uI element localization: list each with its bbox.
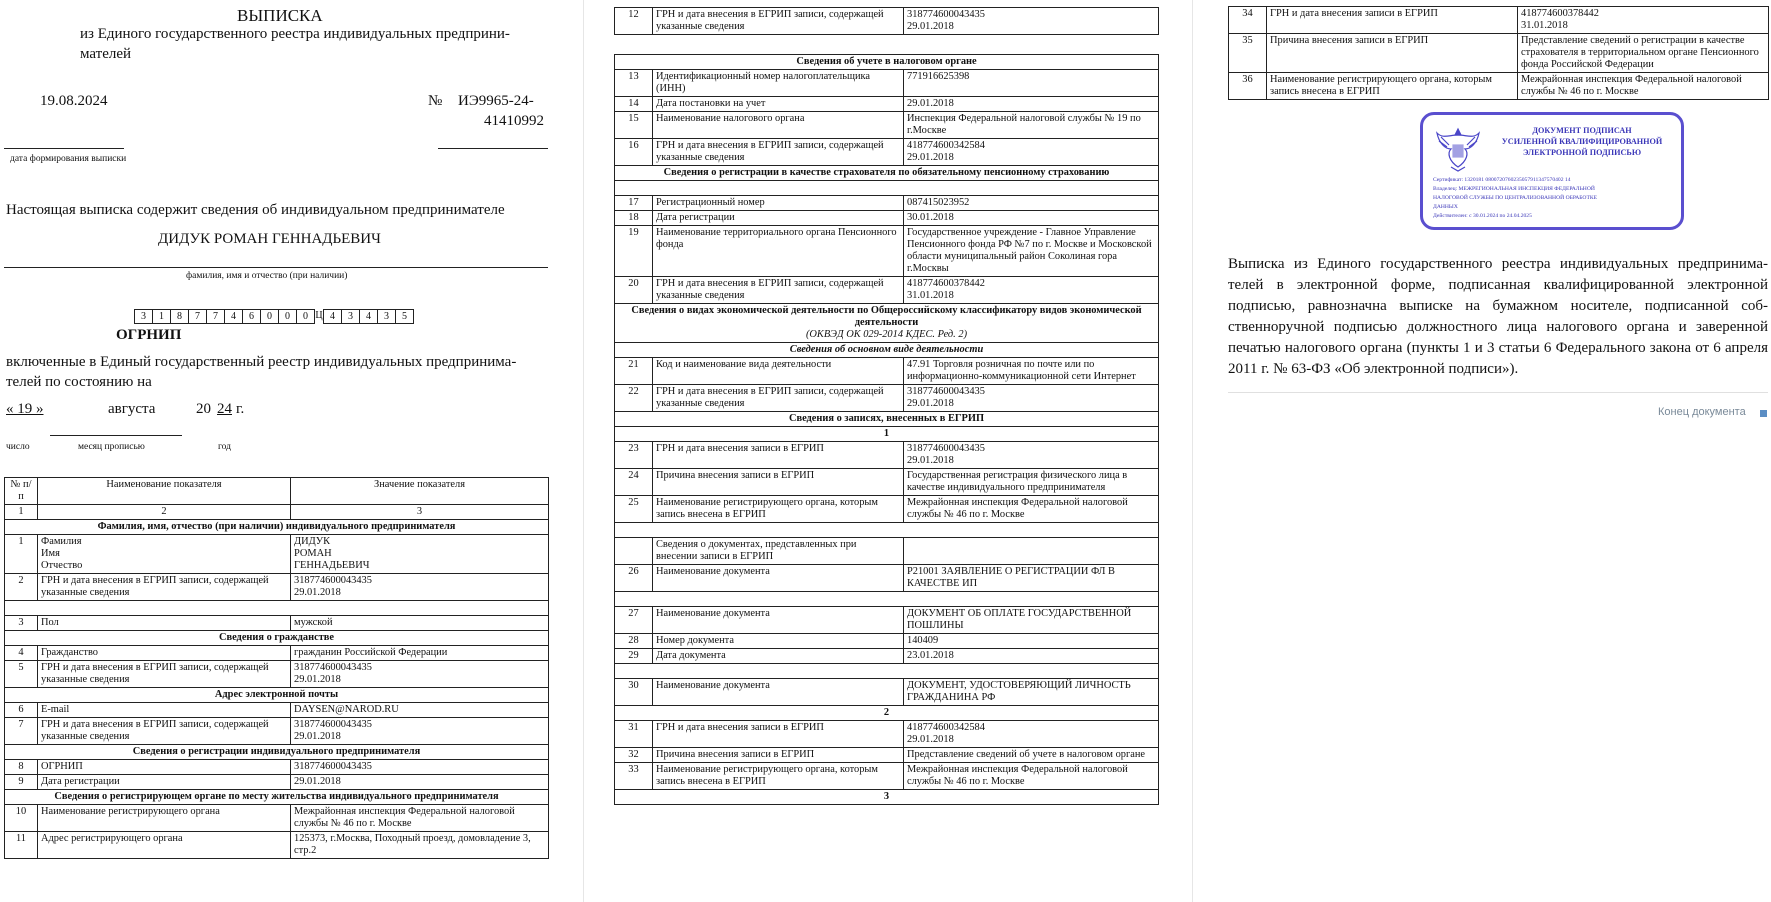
indicator-name: ГРН и дата внесения в ЕГРИП записи, содержащей указанные сведения [653,8,904,35]
document-number: ИЭ9965-24- [458,93,534,109]
indicator-name: Регистрационный номер [653,196,904,211]
row-number: 5 [5,661,38,688]
section-title: 2 [615,706,1159,721]
table-row [5,805,549,832]
section-row [615,166,1159,181]
ogrnip-digit: 3 [377,309,396,324]
table-row [615,496,1159,523]
end-marker-icon [1760,410,1767,417]
indicator-value: Инспекция Федеральной налоговой службы № 19 по г.Москве [904,112,1159,139]
indicator-value: 318774600043435 29.01.2018 [291,661,549,688]
included-text: телей по состоянию на [6,374,152,390]
indicator-value: Представление сведений об учете в налоговом органе [904,748,1159,763]
indicator-name: ОГРНИП [38,760,291,775]
indicator-value: 29.01.2018 [904,97,1159,112]
row-number: 4 [5,646,38,661]
column-header: Значение показателя [291,478,549,505]
indicator-name: Наименование территориального органа Пенсионного фонда [653,226,904,277]
stamp-heading: ДОКУМЕНТ ПОДПИСАН УСИЛЕННОЙ КВАЛИФИЦИРОВАННОЙ ЭЛЕКТРОННОЙ ПОДПИСЬЮ [1501,126,1663,157]
document-title: ВЫПИСКА [237,6,323,25]
row-number: 20 [615,277,653,304]
row-number: 36 [1229,73,1267,100]
row-number: 35 [1229,34,1267,73]
stamp-validity: Действителен: с 30.01.2024 по 24.04.2025 [1433,213,1532,219]
table-row [615,469,1159,496]
register-table-page2 [614,54,1159,805]
entrepreneur-name: ДИДУК РОМАН ГЕННАДЬЕВИЧ [158,231,381,247]
section-row [615,412,1159,427]
indicator-name: Адрес регистрирующего органа [38,832,291,859]
indicator-value: Межрайонная инспекция Федеральной налоговой службы № 46 по г. Москве [291,805,549,832]
date-year-g: г. [236,401,245,417]
section-row [5,631,549,646]
row-number: 25 [615,496,653,523]
indicator-value: Государственное учреждение - Главное Управление Пенсионного фонда РФ №7 по г. Москве и Московской области муниципальный район Соколиная гора г.Москвы [904,226,1159,277]
ogrnip-digit: 6 [242,309,261,324]
indicator-name: Наименование регистрирующего органа, которым запись внесена в ЕГРИП [653,763,904,790]
blank-row [615,523,1159,538]
indicator-name: Наименование регистрирующего органа, которым запись внесена в ЕГРИП [653,496,904,523]
section-title: Сведения о регистрации в качестве страхователя по обязательному пенсионному страхованию [615,166,1159,181]
table-header-row [5,478,549,505]
table-row [615,679,1159,706]
intro-text: Настоящая выписка содержит сведения об индивидуальном предпринимателе [6,202,505,218]
indicator-value: гражданин Российской Федерации [291,646,549,661]
indicator-value: 418774600378442 31.01.2018 [1518,7,1769,34]
date-day: « 19 » [6,401,44,417]
row-number: 27 [615,607,653,634]
indicator-name: E-mail [38,703,291,718]
row-number: 14 [615,97,653,112]
ogrnip-digit: 4 [224,309,243,324]
indicator-value: ДОКУМЕНТ, УДОСТОВЕРЯЮЩИЙ ЛИЧНОСТЬ ГРАЖДАНИНА РФ [904,679,1159,706]
number-rule [438,148,548,149]
row-number [615,538,653,565]
section-row [615,55,1159,70]
electronic-signature-stamp [1420,112,1684,230]
indicator-name: Наименование регистрирующего органа [38,805,291,832]
blank-cell [5,601,549,616]
blank-row [615,181,1159,196]
table-row [615,70,1159,97]
row-number: 10 [5,805,38,832]
indicator-name: Наименование документа [653,679,904,706]
row-number: 1 [5,535,38,574]
indicator-name: Фамилия Имя Отчество [38,535,291,574]
row-number: 9 [5,775,38,790]
table-row [1229,34,1769,73]
indicator-value: 318774600043435 29.01.2018 [291,718,549,745]
number-sign: № [428,93,443,109]
indicator-name: Причина внесения записи в ЕГРИП [1267,34,1518,73]
table-row [5,760,549,775]
blank-cell [615,181,1159,196]
section-row [5,520,549,535]
indicator-name: Дата постановки на учет [653,97,904,112]
indicator-value: 418774600342584 29.01.2018 [904,139,1159,166]
table-row [5,832,549,859]
section-title: Сведения об учете в налоговом органе [615,55,1159,70]
blank-row [615,592,1159,607]
closing-paragraph: Выписка из Единого государственного реестра индивидуальных предпринима-телей в электронной форме, подписанная квалифицированной электронной подписью, равнозначна выписке на бумажном носителе, подписанной соб-ственноручной подписью должностного лица налогового органа и заверенной печатью налогового органа (пункты 1 и 3 статьи 6 Федерального закона от 6 апреля 2011 г. № 63-ФЗ «Об электронной подписи»). [1228,256,1768,377]
end-rule [1228,392,1768,393]
document-subtitle: из Единого государственного реестра индивидуальных предприни- [80,26,510,42]
row-number: 30 [615,679,653,706]
caption-day: число [6,442,30,452]
indicator-value: 318774600043435 29.01.2018 [904,385,1159,412]
row-number: 8 [5,760,38,775]
indicator-value: мужской [291,616,549,631]
row-number: 16 [615,139,653,166]
indicator-name: Номер документа [653,634,904,649]
section-title [615,304,1159,343]
indicator-name: Наименование налогового органа [653,112,904,139]
ogrnip-digit: 7 [188,309,207,324]
indicator-value: 318774600043435 29.01.2018 [904,8,1159,35]
date-rule [4,148,124,149]
included-text: включенные в Единый государственный реестр индивидуальных предпринима- [6,354,517,370]
table-row [615,538,1159,565]
caption-month: месяц прописью [78,442,145,452]
caption-year: год [218,442,231,452]
section-row [5,790,549,805]
column-header: № п/п [5,478,38,505]
row-number: 19 [615,226,653,277]
indicator-value: Представление сведений о регистрации в качестве страхователя в территориальном органе Пенсионного фонда Российской Федерации [1518,34,1769,73]
table-row [615,211,1159,226]
date-year: 24 [217,401,232,417]
table-row [615,139,1159,166]
table-row [615,8,1159,35]
indicator-name: Дата регистрации [38,775,291,790]
month-rule [50,435,182,436]
ogrnip-label: ОГРНИП [116,327,182,343]
row-number: 15 [615,112,653,139]
indicator-value: 318774600043435 29.01.2018 [904,442,1159,469]
indicator-name: ГРН и дата внесения в ЕГРИП записи, содержащей указанные сведения [38,574,291,601]
table-row [615,226,1159,277]
indicator-name: Причина внесения записи в ЕГРИП [653,469,904,496]
indicator-name: Наименование регистрирующего органа, которым запись внесена в ЕГРИП [1267,73,1518,100]
section-title: Сведения о гражданстве [5,631,549,646]
table-row [615,721,1159,748]
blank-row [615,664,1159,679]
indicator-value: ДИДУК РОМАН ГЕННАДЬЕВИЧ [291,535,549,574]
section-title: Сведения о записях, внесенных в ЕГРИП [615,412,1159,427]
stamp-owner: ДАННЫХ [1433,204,1458,210]
table-row [5,703,549,718]
page-divider [583,0,584,902]
date-caption: дата формирования выписки [10,154,127,164]
table-row [1229,7,1769,34]
document-subtitle: мателей [80,46,132,62]
ogrnip-separator: Ц [315,310,323,321]
table-row [615,442,1159,469]
register-table-page3 [1228,6,1769,100]
indicator-value: Межрайонная инспекция Федеральной налоговой службы № 46 по г. Москве [904,496,1159,523]
indicator-value: 418774600378442 31.01.2018 [904,277,1159,304]
indicator-value: Р21001 ЗАЯВЛЕНИЕ О РЕГИСТРАЦИИ ФЛ В КАЧЕСТВЕ ИП [904,565,1159,592]
indicator-name: Причина внесения записи в ЕГРИП [653,748,904,763]
column-number: 3 [291,505,549,520]
table-row [615,634,1159,649]
ogrnip-digit: 4 [359,309,378,324]
document-number: 41410992 [484,113,544,129]
ogrnip-digit: 7 [206,309,225,324]
date-month: августа [108,401,156,417]
row-number: 32 [615,748,653,763]
table-row [5,661,549,688]
indicator-name: ГРН и дата внесения в ЕГРИП записи, содержащей указанные сведения [38,718,291,745]
row-number: 28 [615,634,653,649]
table-row [615,607,1159,634]
row-number: 11 [5,832,38,859]
row-number: 17 [615,196,653,211]
row-number: 3 [5,616,38,631]
indicator-name: ГРН и дата внесения записи в ЕГРИП [653,442,904,469]
blank-cell [615,523,1159,538]
indicator-name: Наименование документа [653,565,904,592]
table-row [5,646,549,661]
column-number: 1 [5,505,38,520]
row-number: 23 [615,442,653,469]
row-number: 12 [615,8,653,35]
stamp-owner: НАЛОГОВОЙ СЛУЖБЫ ПО ЦЕНТРАЛИЗОВАННОЙ ОБРАБОТКЕ [1433,195,1598,201]
indicator-name: ГРН и дата внесения в ЕГРИП записи, содержащей указанные сведения [653,385,904,412]
section-row [615,304,1159,343]
row-number: 34 [1229,7,1267,34]
indicator-value [904,538,1159,565]
section-title: 1 [615,427,1159,442]
indicator-name: Сведения о документах, представленных при внесении записи в ЕГРИП [653,538,904,565]
indicator-value: 125373, г.Москва, Походный проезд, домовладение 3, стр.2 [291,832,549,859]
section-row [615,427,1159,442]
blank-cell [615,664,1159,679]
row-number: 13 [615,70,653,97]
table-row [615,565,1159,592]
table-row [5,718,549,745]
ogrnip-digit: 1 [152,309,171,324]
indicator-value: 087415023952 [904,196,1159,211]
row-number: 6 [5,703,38,718]
row-number: 29 [615,649,653,664]
indicator-name: Дата регистрации [653,211,904,226]
indicator-name: Гражданство [38,646,291,661]
page-divider [1192,0,1193,902]
row-number: 21 [615,358,653,385]
indicator-value: 318774600043435 [291,760,549,775]
indicator-value: 30.01.2018 [904,211,1159,226]
name-rule [4,267,548,268]
ogrnip-boxes [134,309,413,324]
table-number-row [5,505,549,520]
indicator-name: Дата документа [653,649,904,664]
indicator-value: 771916625398 [904,70,1159,97]
row-number: 26 [615,565,653,592]
table-row [5,535,549,574]
row-number: 31 [615,721,653,748]
table-row [615,649,1159,664]
indicator-name: Наименование документа [653,607,904,634]
ogrnip-digit: 0 [296,309,315,324]
indicator-value: Государственная регистрация физического лица в качестве индивидуального предпринимателя [904,469,1159,496]
indicator-name: ГРН и дата внесения в ЕГРИП записи, содержащей указанные сведения [653,277,904,304]
stamp-owner: Владелец: МЕЖРЕГИОНАЛЬНАЯ ИНСПЕКЦИЯ ФЕДЕРАЛЬНОЙ [1433,186,1595,192]
row-number: 7 [5,718,38,745]
row-number: 33 [615,763,653,790]
blank-cell [615,592,1159,607]
subsection-title: Сведения об основном виде деятельности [615,343,1159,358]
row-number: 2 [5,574,38,601]
section-subtitle: (ОКВЭД ОК 029-2014 КДЕС. Ред. 2) [805,329,968,340]
indicator-value: 140409 [904,634,1159,649]
register-table-page2-top [614,7,1159,35]
indicator-name: Идентификационный номер налогоплательщика (ИНН) [653,70,904,97]
indicator-name: ГРН и дата внесения записи в ЕГРИП [1267,7,1518,34]
section-row [615,706,1159,721]
end-of-document-label: Конец документа [1658,406,1746,418]
table-row [5,775,549,790]
section-title: Фамилия, имя, отчество (при наличии) индивидуального предпринимателя [5,520,549,535]
indicator-value: Межрайонная инспекция Федеральной налоговой службы № 46 по г. Москве [904,763,1159,790]
section-row [615,790,1159,805]
table-row [1229,73,1769,100]
ogrnip-digit: 0 [278,309,297,324]
ogrnip-digit: 8 [170,309,189,324]
indicator-value: Межрайонная инспекция Федеральной налоговой службы № 46 по г. Москве [1518,73,1769,100]
table-row [615,763,1159,790]
indicator-value: 23.01.2018 [904,649,1159,664]
column-number: 2 [38,505,291,520]
section-title: 3 [615,790,1159,805]
indicator-value: 318774600043435 29.01.2018 [291,574,549,601]
eagle-emblem-icon [1431,123,1485,173]
ogrnip-digit: 3 [341,309,360,324]
table-row [5,616,549,631]
ogrnip-digit: 0 [260,309,279,324]
issue-date: 19.08.2024 [40,93,108,109]
table-row [615,277,1159,304]
ogrnip-digit: 4 [323,309,342,324]
table-row [615,97,1159,112]
section-title: Сведения о регистрации индивидуального предпринимателя [5,745,549,760]
table-row [615,358,1159,385]
section-title: Сведения о регистрирующем органе по месту жительства индивидуального предпринимателя [5,790,549,805]
subsection-row [615,343,1159,358]
table-row [615,112,1159,139]
date-year-prefix: 20 [196,401,211,417]
row-number: 18 [615,211,653,226]
indicator-name: ГРН и дата внесения в ЕГРИП записи, содержащей указанные сведения [653,139,904,166]
name-caption: фамилия, имя и отчество (при наличии) [186,271,348,281]
indicator-value: DAYSEN@NAROD.RU [291,703,549,718]
indicator-value: 47.91 Торговля розничная по почте или по информационно-коммуникационной сети Интернет [904,358,1159,385]
indicator-value: ДОКУМЕНТ ОБ ОПЛАТЕ ГОСУДАРСТВЕННОЙ ПОШЛИНЫ [904,607,1159,634]
stamp-certificate: Сертификат: 1320181 0800720760235057911347570402 14 [1433,177,1571,183]
indicator-value: 29.01.2018 [291,775,549,790]
section-row [5,745,549,760]
indicator-name: ГРН и дата внесения в ЕГРИП записи, содержащей указанные сведения [38,661,291,688]
section-title: Адрес электронной почты [5,688,549,703]
register-table-page1 [4,477,549,859]
blank-row [5,601,549,616]
section-row [5,688,549,703]
indicator-name: Код и наименование вида деятельности [653,358,904,385]
ogrnip-digit: 5 [395,309,414,324]
table-row [615,196,1159,211]
ogrnip-digit: 3 [134,309,153,324]
column-header: Наименование показателя [38,478,291,505]
table-row [615,748,1159,763]
table-row [5,574,549,601]
indicator-name: Пол [38,616,291,631]
table-row [615,385,1159,412]
indicator-name: ГРН и дата внесения записи в ЕГРИП [653,721,904,748]
indicator-value: 418774600342584 29.01.2018 [904,721,1159,748]
row-number: 22 [615,385,653,412]
row-number: 24 [615,469,653,496]
section-title-text: Сведения о видах экономической деятельности по Общероссийскому классификатору видов экономической деятельности [631,305,1142,328]
